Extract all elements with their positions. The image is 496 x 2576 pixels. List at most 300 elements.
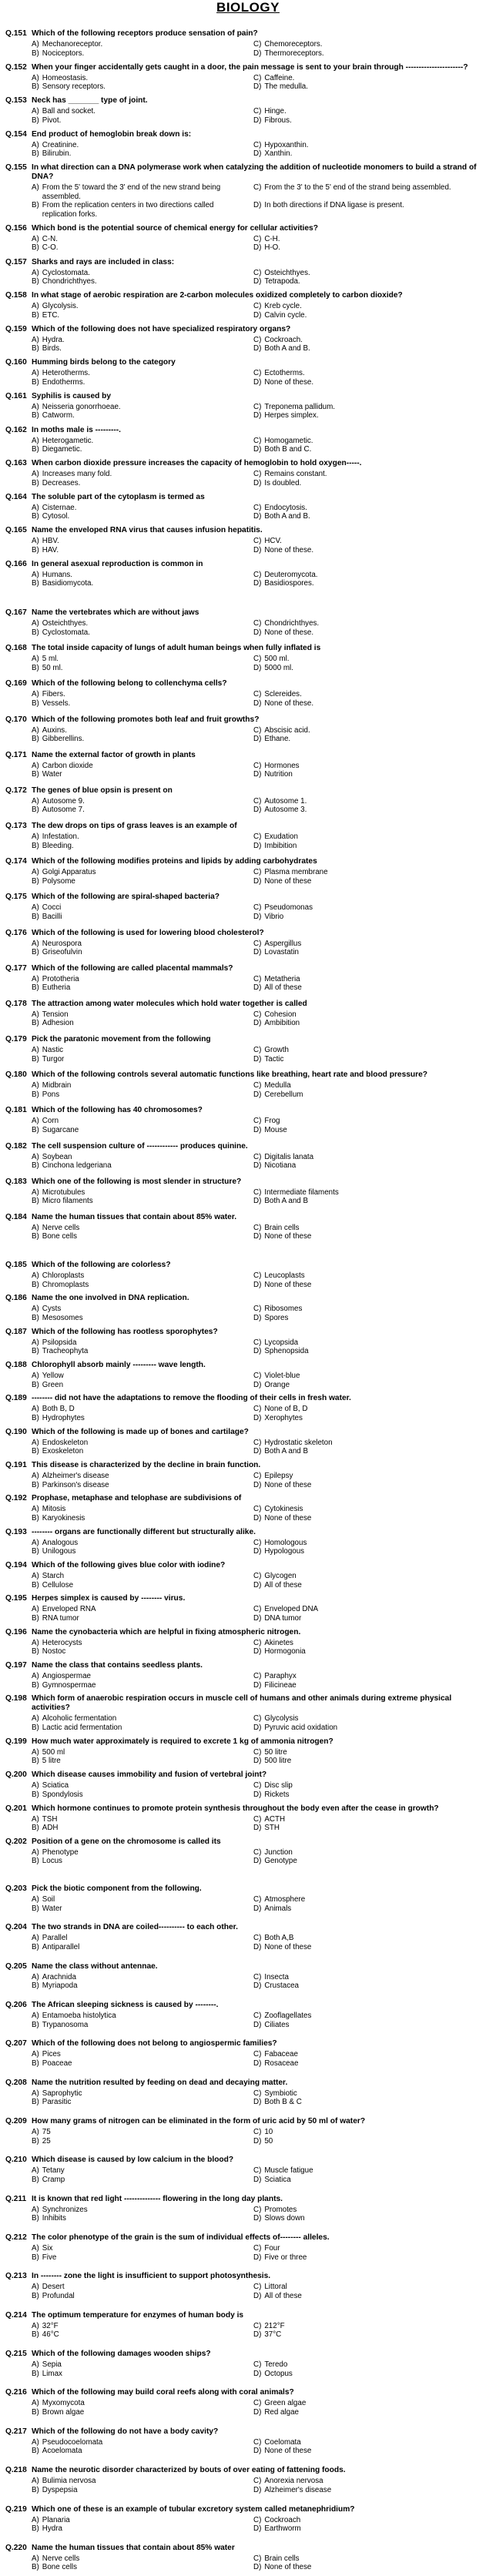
question bbox=[0, 224, 496, 253]
answer-options bbox=[32, 1848, 496, 1866]
option-d bbox=[253, 1347, 484, 1356]
option-letter: C) bbox=[253, 2089, 262, 2098]
answer-options bbox=[32, 2128, 496, 2146]
option-letter: A) bbox=[32, 1672, 39, 1681]
question bbox=[0, 1804, 496, 1833]
option-a bbox=[32, 2012, 253, 2021]
option-d bbox=[253, 735, 484, 744]
option-letter: C) bbox=[253, 1438, 262, 1447]
option-d bbox=[253, 82, 484, 92]
option-letter: A) bbox=[32, 1405, 39, 1414]
option-d bbox=[253, 2214, 484, 2223]
option-text: Lovastatin bbox=[264, 948, 300, 957]
option-c bbox=[253, 619, 484, 628]
option-letter: D) bbox=[253, 2098, 262, 2107]
question bbox=[0, 291, 496, 320]
option-letter: B) bbox=[32, 1580, 39, 1589]
option-text: Hydrophytes bbox=[42, 1413, 85, 1422]
option-text: Octopus bbox=[264, 2369, 293, 2378]
option-a bbox=[32, 2477, 253, 2486]
option-b bbox=[32, 2021, 253, 2030]
question-text: How many grams of nitrogen can be eliminated in the form of uric acid by 50 ml of water? bbox=[32, 2117, 366, 2126]
option-d bbox=[253, 1647, 484, 1656]
option-a bbox=[32, 1271, 253, 1281]
question bbox=[0, 1594, 496, 1623]
question bbox=[0, 1261, 496, 1289]
question-text: Which of the following do not have a body cavity? bbox=[32, 2427, 219, 2436]
option-letter: B) bbox=[32, 628, 39, 637]
option-letter: D) bbox=[253, 2369, 262, 2378]
question-number: Q.202 bbox=[5, 1837, 27, 1846]
question-header bbox=[0, 2311, 496, 2320]
question-header bbox=[0, 2039, 496, 2048]
option-text: Pseudocoelomata bbox=[42, 2437, 103, 2447]
option-d bbox=[253, 770, 484, 779]
option-text: Auxins. bbox=[42, 725, 67, 735]
option-letter: B) bbox=[32, 912, 39, 921]
option-text: None of these bbox=[264, 1513, 312, 1522]
question-number: Q.152 bbox=[5, 62, 27, 72]
question-header bbox=[0, 1000, 496, 1009]
option-d bbox=[253, 1055, 484, 1064]
question-number: Q.192 bbox=[5, 1494, 27, 1503]
option-c bbox=[253, 571, 484, 580]
option-letter: D) bbox=[253, 876, 262, 886]
option-letter: D) bbox=[253, 698, 262, 708]
question-text: The total inside capacity of lungs of adult human beings when fully inflated is bbox=[32, 644, 321, 653]
question-header bbox=[0, 751, 496, 760]
option-text: Psilopsida bbox=[42, 1338, 77, 1347]
option-d bbox=[253, 1019, 484, 1028]
option-letter: D) bbox=[253, 2175, 262, 2184]
option-c bbox=[253, 336, 484, 345]
option-a bbox=[32, 40, 253, 49]
option-text: Heterogametic. bbox=[42, 436, 94, 445]
option-letter: D) bbox=[253, 2291, 262, 2300]
option-text: Planaria bbox=[42, 2515, 70, 2524]
option-c bbox=[253, 1046, 484, 1055]
question-number: Q.153 bbox=[5, 96, 27, 106]
question bbox=[0, 1213, 496, 1241]
question-section bbox=[0, 1261, 496, 1866]
option-d bbox=[253, 2408, 484, 2417]
option-text: Nostoc bbox=[42, 1647, 66, 1656]
answer-options bbox=[32, 1781, 496, 1799]
option-text: Hormogonia bbox=[264, 1647, 306, 1656]
answer-options bbox=[32, 1046, 496, 1064]
option-text: Red algae bbox=[264, 2407, 300, 2417]
option-text: Bacilli bbox=[42, 912, 62, 921]
answer-options bbox=[32, 40, 496, 58]
option-a bbox=[32, 832, 253, 842]
answer-options bbox=[32, 2554, 496, 2572]
option-text: Locus bbox=[42, 1857, 62, 1866]
answer-options bbox=[32, 1672, 496, 1690]
question-number: Q.211 bbox=[5, 2194, 27, 2203]
option-text: Intermediate filaments bbox=[264, 1188, 339, 1197]
option-letter: C) bbox=[253, 183, 262, 193]
option-letter: A) bbox=[32, 1271, 39, 1280]
option-letter: A) bbox=[32, 1814, 39, 1824]
question-text: In general asexual reproduction is common in bbox=[32, 559, 203, 568]
question-header bbox=[0, 1923, 496, 1932]
question-number: Q.198 bbox=[5, 1694, 27, 1703]
option-text: Digitalis lanata bbox=[264, 1152, 314, 1161]
option-a bbox=[32, 2089, 253, 2099]
question-text: The color phenotype of the grain is the sum of individual effects of-------- alleles. bbox=[32, 2233, 330, 2243]
option-b bbox=[32, 378, 253, 387]
option-text: Herpes simplex. bbox=[264, 411, 319, 420]
option-d bbox=[253, 1857, 484, 1866]
option-text: Growth bbox=[264, 1046, 289, 1055]
question bbox=[0, 1837, 496, 1866]
question bbox=[0, 1770, 496, 1799]
option-text: Tactic bbox=[264, 1054, 284, 1064]
option-letter: D) bbox=[253, 2407, 262, 2417]
question-header bbox=[0, 857, 496, 866]
option-a bbox=[32, 1338, 253, 1348]
option-a bbox=[32, 2206, 253, 2215]
option-letter: A) bbox=[32, 470, 39, 479]
option-letter: D) bbox=[253, 512, 262, 521]
option-b bbox=[32, 445, 253, 454]
option-text: Abscisic acid. bbox=[264, 725, 310, 735]
option-letter: C) bbox=[253, 1672, 262, 1681]
option-c bbox=[253, 369, 484, 378]
question-number: Q.207 bbox=[5, 2039, 27, 2048]
option-text: Analogous bbox=[42, 1538, 79, 1547]
option-a bbox=[32, 1224, 253, 1233]
option-text: Nerve cells bbox=[42, 1223, 80, 1232]
question-number: Q.163 bbox=[5, 459, 27, 468]
question-header bbox=[0, 1177, 496, 1187]
option-text: Bleeding. bbox=[42, 841, 74, 850]
question bbox=[0, 130, 496, 159]
option-letter: A) bbox=[32, 1972, 39, 1981]
option-text: HCV. bbox=[264, 537, 282, 546]
question-text: Which of the following belong to collenchyma cells? bbox=[32, 679, 227, 688]
option-text: Exoskeleton bbox=[42, 1447, 84, 1456]
option-text: None of these bbox=[264, 1280, 312, 1289]
question-number: Q.167 bbox=[5, 608, 27, 617]
option-letter: D) bbox=[253, 1904, 262, 1913]
option-text: Fibrous. bbox=[264, 116, 292, 125]
option-text: 500 litre bbox=[264, 1757, 292, 1766]
option-a bbox=[32, 1117, 253, 1126]
answer-options bbox=[32, 470, 496, 487]
option-d bbox=[253, 1581, 484, 1590]
option-text: Bone cells bbox=[42, 2563, 77, 2572]
question-header bbox=[0, 715, 496, 725]
option-letter: D) bbox=[253, 201, 262, 210]
option-a bbox=[32, 1505, 253, 1514]
option-c bbox=[253, 2166, 484, 2176]
option-text: Limax bbox=[42, 2369, 62, 2378]
option-text: 5 ml. bbox=[42, 655, 59, 664]
option-a bbox=[32, 726, 253, 735]
option-text: HAV. bbox=[42, 545, 59, 554]
question-text: Which of the following does not belong to angiospermic families? bbox=[32, 2039, 277, 2048]
option-c bbox=[253, 1405, 484, 1414]
option-text: Four bbox=[264, 2244, 280, 2253]
option-letter: D) bbox=[253, 82, 262, 92]
option-text: Enveloped RNA bbox=[42, 1605, 96, 1614]
option-letter: C) bbox=[253, 335, 262, 344]
option-a bbox=[32, 1714, 253, 1723]
question-number: Q.188 bbox=[5, 1361, 27, 1370]
option-text: Chondrichthyes. bbox=[42, 277, 97, 286]
option-d bbox=[253, 149, 484, 159]
option-a bbox=[32, 1973, 253, 1982]
option-b bbox=[32, 1824, 253, 1833]
option-text: Unilogous bbox=[42, 1547, 76, 1556]
option-d bbox=[253, 1723, 484, 1733]
option-text: Fibers. bbox=[42, 690, 65, 699]
option-letter: A) bbox=[32, 1223, 39, 1232]
question bbox=[0, 2001, 496, 2029]
option-text: 500 ml bbox=[42, 1747, 65, 1757]
option-text: Remains constant. bbox=[264, 470, 327, 479]
option-text: Paraphyx bbox=[264, 1672, 297, 1681]
option-a bbox=[32, 2283, 253, 2292]
option-letter: C) bbox=[253, 1605, 262, 1614]
option-letter: C) bbox=[253, 2321, 262, 2330]
option-b bbox=[32, 1481, 253, 1490]
option-d bbox=[253, 1161, 484, 1171]
question-number: Q.177 bbox=[5, 963, 27, 973]
option-text: Homologous bbox=[264, 1538, 307, 1547]
option-text: Cockroach. bbox=[264, 335, 303, 344]
option-letter: C) bbox=[253, 1781, 262, 1790]
option-text: Pyruvic acid oxidation bbox=[264, 1723, 338, 1732]
option-text: Nastic bbox=[42, 1046, 64, 1055]
option-text: None of these bbox=[264, 2563, 312, 2572]
option-c bbox=[253, 2477, 484, 2486]
option-d bbox=[253, 2292, 484, 2301]
option-text: Both A,B bbox=[264, 1934, 294, 1943]
option-b bbox=[32, 2098, 253, 2107]
question bbox=[0, 2272, 496, 2300]
option-letter: C) bbox=[253, 868, 262, 877]
option-letter: C) bbox=[253, 796, 262, 806]
question-header bbox=[0, 1328, 496, 1337]
option-a bbox=[32, 1153, 253, 1162]
question bbox=[0, 2233, 496, 2262]
option-d bbox=[253, 2447, 484, 2456]
question-text: Which of the following has 40 chromosomes? bbox=[32, 1106, 203, 1115]
option-letter: D) bbox=[253, 2330, 262, 2340]
question-text: Which of the following has rootless sporophytes? bbox=[32, 1327, 218, 1336]
question-number: Q.170 bbox=[5, 715, 27, 724]
option-text: None of these. bbox=[264, 545, 314, 554]
option-text: Thermoreceptors. bbox=[264, 49, 324, 58]
question-text: Which of the following promotes both leaf and fruit growths? bbox=[32, 715, 260, 724]
answer-options bbox=[32, 369, 496, 387]
option-text: Hydra. bbox=[42, 335, 65, 344]
question-number: Q.194 bbox=[5, 1561, 27, 1570]
option-text: Cyclostomata. bbox=[42, 268, 90, 277]
answer-options bbox=[32, 1572, 496, 1589]
option-letter: D) bbox=[253, 1413, 262, 1422]
question-header bbox=[0, 1461, 496, 1470]
question-text: Which of the following does not have specialized respiratory organs? bbox=[32, 324, 291, 333]
option-d bbox=[253, 806, 484, 815]
question-number: Q.191 bbox=[5, 1461, 27, 1470]
option-text: Sphenopsida bbox=[264, 1347, 309, 1356]
question-header bbox=[0, 964, 496, 973]
option-c bbox=[253, 1748, 484, 1757]
option-letter: B) bbox=[32, 1447, 39, 1456]
option-d bbox=[253, 445, 484, 454]
option-letter: D) bbox=[253, 445, 262, 454]
option-d bbox=[253, 1514, 484, 1523]
option-text: All of these bbox=[264, 2291, 302, 2300]
option-text: None of these. bbox=[264, 377, 314, 387]
question bbox=[0, 2427, 496, 2456]
question bbox=[0, 526, 496, 554]
question-number: Q.181 bbox=[5, 1106, 27, 1115]
answer-options bbox=[32, 107, 496, 125]
question-text: Which disease causes immobility and fusion of vertebral joint? bbox=[32, 1770, 267, 1780]
option-d bbox=[253, 948, 484, 957]
option-a bbox=[32, 235, 253, 244]
option-text: 10 bbox=[264, 2128, 273, 2137]
question-number: Q.182 bbox=[5, 1141, 27, 1151]
option-text: Brain cells bbox=[264, 2554, 300, 2563]
option-b bbox=[32, 983, 253, 993]
option-c bbox=[253, 1372, 484, 1381]
option-letter: D) bbox=[253, 1723, 262, 1732]
option-c bbox=[253, 1505, 484, 1514]
answer-options bbox=[32, 537, 496, 554]
option-letter: B) bbox=[32, 377, 39, 387]
option-letter: C) bbox=[253, 2244, 262, 2253]
question bbox=[0, 2350, 496, 2378]
question bbox=[0, 1962, 496, 1991]
option-text: 5 litre bbox=[42, 1757, 61, 1766]
question-header bbox=[0, 2001, 496, 2010]
option-letter: D) bbox=[253, 545, 262, 554]
question bbox=[0, 608, 496, 637]
option-letter: C) bbox=[253, 2477, 262, 2486]
question-header bbox=[0, 929, 496, 938]
option-letter: C) bbox=[253, 2360, 262, 2370]
option-c bbox=[253, 1605, 484, 1614]
question-header bbox=[0, 2388, 496, 2397]
answer-options bbox=[32, 269, 496, 286]
question bbox=[0, 96, 496, 125]
answer-options bbox=[32, 1539, 496, 1556]
option-text: Neisseria gonorrhoeae. bbox=[42, 402, 121, 411]
option-a bbox=[32, 1439, 253, 1448]
option-a bbox=[32, 1572, 253, 1581]
option-b bbox=[32, 2486, 253, 2495]
option-text: Ball and socket. bbox=[42, 107, 96, 116]
question-text: End product of hemoglobin break down is: bbox=[32, 129, 192, 139]
option-text: Hormones bbox=[264, 761, 300, 770]
question-header bbox=[0, 459, 496, 468]
option-a bbox=[32, 74, 253, 83]
option-text: Spores bbox=[264, 1313, 289, 1322]
option-letter: B) bbox=[32, 2563, 39, 2572]
option-c bbox=[253, 537, 484, 546]
option-letter: B) bbox=[32, 2524, 39, 2533]
option-letter: B) bbox=[32, 983, 39, 993]
answer-options bbox=[32, 437, 496, 454]
option-letter: D) bbox=[253, 2447, 262, 2456]
option-c bbox=[253, 1271, 484, 1281]
question-number: Q.166 bbox=[5, 559, 27, 568]
option-b bbox=[32, 2370, 253, 2379]
question bbox=[0, 1884, 496, 1913]
option-text: Tetany bbox=[42, 2166, 65, 2176]
option-c bbox=[253, 1848, 484, 1857]
option-a bbox=[32, 2128, 253, 2137]
question bbox=[0, 893, 496, 921]
option-letter: A) bbox=[32, 1638, 39, 1647]
option-letter: D) bbox=[253, 2136, 262, 2146]
option-b bbox=[32, 699, 253, 708]
question-text: Which bond is the potential source of chemical energy for cellular activities? bbox=[32, 223, 318, 233]
option-c bbox=[253, 1153, 484, 1162]
option-text: Teredo bbox=[264, 2360, 288, 2370]
option-text: 75 bbox=[42, 2128, 51, 2137]
option-text: Tracheophyta bbox=[42, 1347, 89, 1356]
option-text: Violet-blue bbox=[264, 1372, 300, 1381]
option-b bbox=[32, 735, 253, 744]
question-header bbox=[0, 2195, 496, 2204]
option-text: Akinetes bbox=[264, 1638, 293, 1647]
option-b bbox=[32, 344, 253, 353]
option-letter: C) bbox=[253, 1338, 262, 1347]
option-letter: C) bbox=[253, 570, 262, 579]
option-letter: D) bbox=[253, 377, 262, 387]
option-text: DNA tumor bbox=[264, 1613, 302, 1623]
option-c bbox=[253, 2128, 484, 2137]
option-text: Tetrapoda. bbox=[264, 277, 300, 286]
option-letter: C) bbox=[253, 2283, 262, 2292]
option-text: Chloroplasts bbox=[42, 1271, 85, 1280]
option-letter: C) bbox=[253, 2012, 262, 2021]
question bbox=[0, 2039, 496, 2068]
option-d bbox=[253, 2021, 484, 2030]
option-text: Both B and C. bbox=[264, 445, 312, 454]
question-text: Name the cynobacteria which are helpful in fixing atmospheric nitrogen. bbox=[32, 1627, 301, 1636]
option-text: Cysts bbox=[42, 1305, 62, 1314]
option-d bbox=[253, 479, 484, 488]
option-letter: C) bbox=[253, 832, 262, 842]
option-c bbox=[253, 2012, 484, 2021]
option-text: Tension bbox=[42, 1010, 69, 1019]
option-letter: B) bbox=[32, 1019, 39, 1028]
option-letter: A) bbox=[32, 1010, 39, 1019]
question-header bbox=[0, 1142, 496, 1151]
question-header bbox=[0, 1106, 496, 1115]
option-text: From the 5' toward the 3' end of the new strand being assembled. bbox=[42, 183, 221, 201]
option-text: C-N. bbox=[42, 234, 58, 243]
question-number: Q.151 bbox=[5, 29, 27, 38]
option-letter: C) bbox=[253, 369, 262, 378]
option-letter: A) bbox=[32, 2399, 39, 2408]
option-letter: C) bbox=[253, 2128, 262, 2137]
option-text: Both A and B. bbox=[264, 512, 310, 521]
option-letter: C) bbox=[253, 234, 262, 243]
answer-options bbox=[32, 1605, 496, 1623]
answer-options bbox=[32, 1934, 496, 1951]
question-header bbox=[0, 1035, 496, 1044]
option-text: Sclereides. bbox=[264, 690, 302, 699]
option-text: Micro filaments bbox=[42, 1197, 93, 1206]
